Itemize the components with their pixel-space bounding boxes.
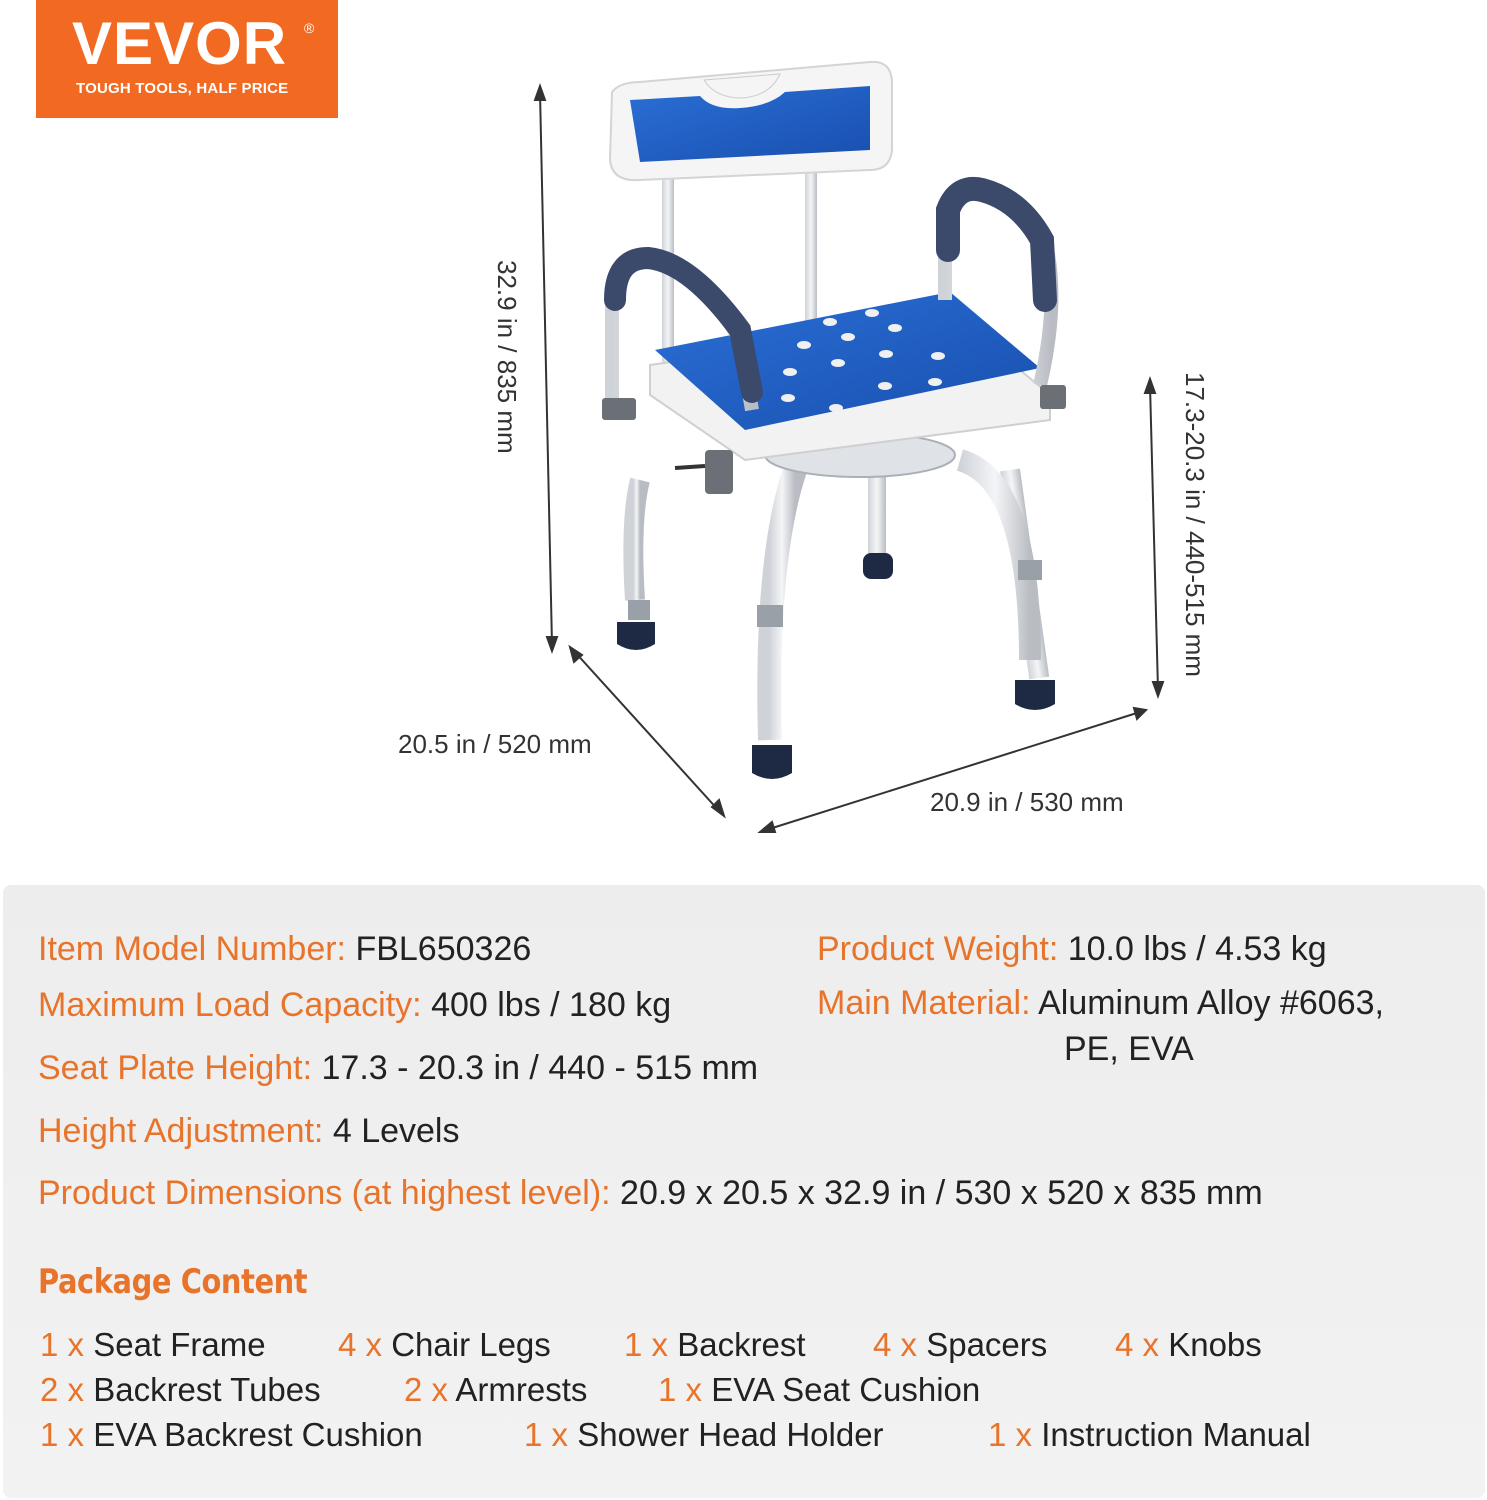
backrest xyxy=(610,62,892,180)
backrest-post-right xyxy=(805,160,817,340)
spec-label: Item Model Number: xyxy=(38,930,346,968)
spec-dimensions xyxy=(38,1170,1263,1216)
package-item: 1 x Backrest xyxy=(624,1326,806,1363)
spec-weight xyxy=(817,926,1327,972)
package-item: 2 x Armrests xyxy=(404,1371,588,1408)
spec-value: Aluminum Alloy #6063, xyxy=(1038,984,1384,1022)
dimension-height-label: 32.9 in / 835 mm xyxy=(492,260,522,454)
spec-value: FBL650326 xyxy=(355,930,532,968)
spec-label: Product Weight: xyxy=(817,930,1059,968)
package-item: 4 x Chair Legs xyxy=(338,1326,551,1363)
spec-label: Main Material: xyxy=(817,984,1031,1022)
package-content-title: Package Content xyxy=(38,1262,308,1302)
spec-value: 20.9 x 20.5 x 32.9 in / 530 x 520 x 835 mm xyxy=(620,1174,1263,1212)
spec-value: 10.0 lbs / 4.53 kg xyxy=(1067,930,1327,968)
spec-material xyxy=(817,980,1384,1026)
package-item: 1 x Instruction Manual xyxy=(988,1416,1311,1453)
spec-value: 17.3 - 20.3 in / 440 - 515 mm xyxy=(321,1049,759,1087)
adjustment-knob xyxy=(675,450,733,494)
package-item: 1 x Shower Head Holder xyxy=(524,1416,884,1453)
front-center-leg xyxy=(752,470,795,779)
logo-registered-mark: ® xyxy=(304,20,315,36)
logo-tagline: TOUGH TOOLS, HALF PRICE xyxy=(76,80,289,97)
spec-value: 4 Levels xyxy=(332,1112,460,1150)
logo-wordmark: VEVOR xyxy=(72,10,288,77)
spec-seat-height xyxy=(38,1045,758,1091)
spec-item-model xyxy=(38,926,531,972)
package-item: 4 x Knobs xyxy=(1115,1326,1262,1363)
package-item: 1 x EVA Seat Cushion xyxy=(658,1371,981,1408)
front-left-leg xyxy=(617,480,655,650)
package-item: 1 x EVA Backrest Cushion xyxy=(40,1416,423,1453)
dimension-width-label: 20.9 in / 530 mm xyxy=(930,787,1124,817)
dimension-seat-height-label: 17.3-20.3 in / 440-515 mm xyxy=(1180,372,1210,677)
spec-material-line2: PE, EVA xyxy=(1064,1030,1194,1068)
dimension-depth-label: 20.5 in / 520 mm xyxy=(398,729,592,759)
spec-label: Height Adjustment: xyxy=(38,1112,324,1150)
package-item: 4 x Spacers xyxy=(873,1326,1048,1363)
spec-value: 400 lbs / 180 kg xyxy=(431,986,672,1024)
spec-label: Maximum Load Capacity: xyxy=(38,986,422,1024)
spec-label: Product Dimensions (at highest level): xyxy=(38,1174,611,1212)
package-item: 1 x Seat Frame xyxy=(40,1326,266,1363)
spec-height-adjustment xyxy=(38,1108,459,1154)
spec-max-load xyxy=(38,982,671,1028)
spec-label: Seat Plate Height: xyxy=(38,1049,313,1087)
package-item: 2 x Backrest Tubes xyxy=(40,1371,321,1408)
